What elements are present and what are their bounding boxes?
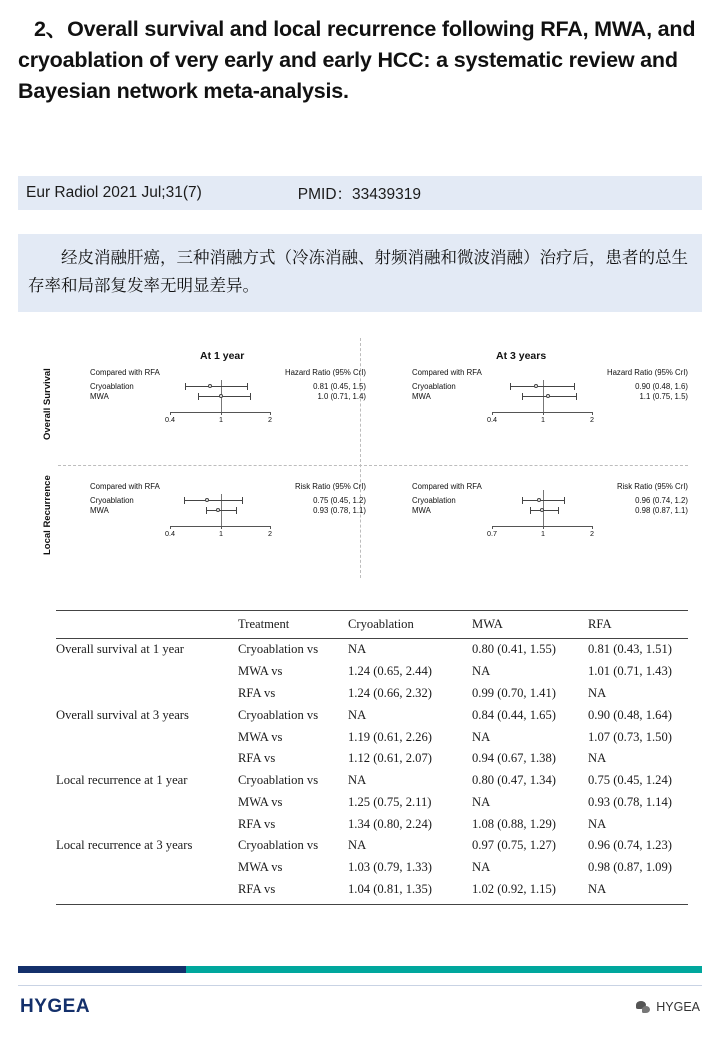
panel-compare-header: Compared with RFA xyxy=(412,482,482,491)
table-row xyxy=(56,683,688,705)
cell-treatment: MWA vs xyxy=(238,794,283,809)
cell-rfa: NA xyxy=(588,685,607,700)
panel-compare-header: Compared with RFA xyxy=(90,368,160,377)
ci-point-cryoablation xyxy=(537,498,541,502)
ci-cap-right-mwa xyxy=(236,507,237,514)
cell-treatment: Cryoablation vs xyxy=(238,707,319,722)
ci-cap-left-cryoablation xyxy=(185,383,186,390)
table-row xyxy=(56,879,688,905)
figure-row-label-local-recurrence: Local Recurrence xyxy=(42,475,53,555)
axis-label-1: 1 xyxy=(219,529,223,538)
journal-citation-bar xyxy=(18,176,702,210)
cell-rfa: 0.81 (0.43, 1.51) xyxy=(588,642,672,657)
cell-cryoablation: NA xyxy=(348,838,367,853)
panel-metric-header: Hazard Ratio (95% CrI) xyxy=(284,368,366,377)
cell-mwa: 0.80 (0.41, 1.55) xyxy=(472,642,556,657)
panel-axis-line xyxy=(170,526,270,527)
figure-row-label-overall-survival: Overall Survival xyxy=(42,368,53,440)
page-title xyxy=(18,14,708,107)
ci-cap-right-cryoablation xyxy=(242,497,243,504)
panel-row-label-mwa: MWA xyxy=(412,506,431,515)
cell-treatment: MWA vs xyxy=(238,860,283,875)
axis-label-0: 0.4 xyxy=(165,415,175,424)
ci-cap-left-cryoablation xyxy=(510,383,511,390)
panel-axis-line xyxy=(492,412,592,413)
cell-treatment: MWA vs xyxy=(238,664,283,679)
panel-metric-header: Risk Ratio (95% CrI) xyxy=(616,482,688,491)
journal-citation: Eur Radiol 2021 Jul;31(7) xyxy=(26,184,202,201)
cell-cryoablation: 1.24 (0.65, 2.44) xyxy=(348,664,432,679)
ci-point-mwa xyxy=(546,394,550,398)
wechat-account xyxy=(636,1000,700,1014)
cell-rfa: 0.96 (0.74, 1.23) xyxy=(588,838,672,853)
cell-group xyxy=(56,683,238,705)
table-row xyxy=(56,835,688,857)
forest-panel-lr-3years xyxy=(370,482,690,587)
ci-line-mwa xyxy=(198,396,250,397)
panel-compare-header: Compared with RFA xyxy=(412,368,482,377)
title-number: 2、 xyxy=(34,17,68,41)
ci-cap-right-cryoablation xyxy=(574,383,575,390)
cell-treatment: Cryoablation vs xyxy=(238,642,319,657)
cell-rfa: NA xyxy=(588,751,607,766)
table-row xyxy=(56,813,688,835)
cell-rfa: 0.93 (0.78, 1.14) xyxy=(588,794,672,809)
ci-point-mwa xyxy=(219,394,223,398)
cell-group: Local recurrence at 3 years xyxy=(56,838,193,853)
cell-cryoablation: 1.25 (0.75, 2.11) xyxy=(348,794,432,809)
panel-compare-header: Compared with RFA xyxy=(90,482,160,491)
cell-cryoablation: 1.24 (0.66, 2.32) xyxy=(348,685,432,700)
cell-rfa: 0.90 (0.48, 1.64) xyxy=(588,707,672,722)
axis-label-0: 0.4 xyxy=(487,415,497,424)
cell-treatment: RFA vs xyxy=(238,751,276,766)
col-header-rfa: RFA xyxy=(588,611,688,639)
cell-cryoablation: NA xyxy=(348,707,367,722)
ci-point-mwa xyxy=(216,508,220,512)
title-text: Overall survival and local recurrence following RFA, MWA, and cryoablation of very early and early HCC: a systematic review and Bayesian network meta-analysis. xyxy=(18,17,696,103)
forest-panel-os-3years xyxy=(370,368,690,473)
cell-group xyxy=(56,857,238,879)
cell-group: Local recurrence at 1 year xyxy=(56,773,188,788)
ci-cap-right-cryoablation xyxy=(247,383,248,390)
cell-treatment: RFA vs xyxy=(238,685,276,700)
cell-mwa: 0.99 (0.70, 1.41) xyxy=(472,685,556,700)
forest-plot-figure xyxy=(18,330,702,590)
cell-group xyxy=(56,879,238,905)
results-table xyxy=(56,610,688,905)
table-header-row xyxy=(56,611,688,639)
axis-label-2: 2 xyxy=(590,529,594,538)
panel-row-label-mwa: MWA xyxy=(412,392,431,401)
cell-group: Overall survival at 3 years xyxy=(56,707,189,722)
cell-treatment: RFA vs xyxy=(238,881,276,896)
ci-cap-left-mwa xyxy=(198,393,199,400)
results-table-body xyxy=(56,639,688,905)
cell-cryoablation: NA xyxy=(348,773,367,788)
panel-value-cryoablation: 0.75 (0.45, 1.2) xyxy=(313,496,366,505)
footer-bar-teal xyxy=(186,966,702,973)
cell-group xyxy=(56,813,238,835)
table-row xyxy=(56,748,688,770)
wechat-label: HYGEA xyxy=(656,1000,700,1014)
summary-text: 经皮消融肝癌，三种消融方式（冷冻消融、射频消融和微波消融）治疗后，患者的总生存率和局部复发率无明显差异。 xyxy=(18,234,702,312)
cell-rfa: 0.75 (0.45, 1.24) xyxy=(588,773,672,788)
ci-cap-left-cryoablation xyxy=(184,497,185,504)
panel-row-label-mwa: MWA xyxy=(90,392,109,401)
cell-group xyxy=(56,748,238,770)
cell-cryoablation: 1.19 (0.61, 2.26) xyxy=(348,729,432,744)
table-row xyxy=(56,704,688,726)
cell-mwa: NA xyxy=(472,860,491,875)
ci-cap-left-mwa xyxy=(530,507,531,514)
panel-value-cryoablation: 0.96 (0.74, 1.2) xyxy=(635,496,688,505)
cell-treatment: RFA vs xyxy=(238,816,276,831)
ci-cap-left-mwa xyxy=(522,393,523,400)
cell-treatment: MWA vs xyxy=(238,729,283,744)
ci-line-cryoablation xyxy=(510,386,574,387)
panel-row-label-cryoablation: Cryoablation xyxy=(90,382,134,391)
cell-mwa: NA xyxy=(472,664,491,679)
col-header-cryoablation: Cryoablation xyxy=(348,611,472,639)
col-header-group xyxy=(56,611,238,639)
wechat-icon xyxy=(636,1001,651,1014)
brand-logo: HYGEA xyxy=(20,996,91,1017)
table-row xyxy=(56,661,688,683)
table-row xyxy=(56,857,688,879)
table-row xyxy=(56,639,688,661)
cell-cryoablation: 1.04 (0.81, 1.35) xyxy=(348,881,432,896)
cell-mwa: NA xyxy=(472,794,491,809)
axis-label-1: 1 xyxy=(219,415,223,424)
panel-value-mwa: 1.0 (0.71, 1.4) xyxy=(317,392,366,401)
cell-rfa: 1.07 (0.73, 1.50) xyxy=(588,729,672,744)
panel-value-mwa: 0.98 (0.87, 1.1) xyxy=(635,506,688,515)
cell-mwa: 0.94 (0.67, 1.38) xyxy=(472,751,556,766)
axis-label-1: 1 xyxy=(541,529,545,538)
ci-line-mwa xyxy=(530,510,558,511)
ci-point-mwa xyxy=(540,508,544,512)
ci-line-cryoablation xyxy=(185,386,247,387)
panel-value-mwa: 1.1 (0.75, 1.5) xyxy=(639,392,688,401)
cell-mwa: 1.08 (0.88, 1.29) xyxy=(472,816,556,831)
results-table-wrapper xyxy=(56,610,688,905)
cell-treatment: Cryoablation vs xyxy=(238,773,319,788)
table-row xyxy=(56,726,688,748)
pmid-label: PMID：33439319 xyxy=(297,186,421,203)
panel-row-label-cryoablation: Cryoablation xyxy=(90,496,134,505)
forest-panel-os-1year xyxy=(48,368,368,473)
cell-mwa: 0.80 (0.47, 1.34) xyxy=(472,773,556,788)
cell-cryoablation: 1.34 (0.80, 2.24) xyxy=(348,816,432,831)
cell-group xyxy=(56,726,238,748)
cell-mwa: 1.02 (0.92, 1.15) xyxy=(472,881,556,896)
cell-rfa: 0.98 (0.87, 1.09) xyxy=(588,860,672,875)
results-table-head xyxy=(56,611,688,639)
table-row xyxy=(56,791,688,813)
panel-row-label-cryoablation: Cryoablation xyxy=(412,382,456,391)
ci-cap-right-cryoablation xyxy=(564,497,565,504)
axis-label-2: 2 xyxy=(268,529,272,538)
panel-row-label-cryoablation: Cryoablation xyxy=(412,496,456,505)
cell-mwa: NA xyxy=(472,729,491,744)
cell-treatment: Cryoablation vs xyxy=(238,838,319,853)
cell-rfa: NA xyxy=(588,816,607,831)
panel-axis-line xyxy=(170,412,270,413)
axis-label-0: 0.7 xyxy=(487,529,497,538)
cell-mwa: 0.84 (0.44, 1.65) xyxy=(472,707,556,722)
panel-value-mwa: 0.93 (0.78, 1.1) xyxy=(313,506,366,515)
footer-bar-navy xyxy=(18,966,186,973)
axis-label-1: 1 xyxy=(541,415,545,424)
col-header-mwa: MWA xyxy=(472,611,588,639)
axis-label-2: 2 xyxy=(268,415,272,424)
panel-value-cryoablation: 0.90 (0.48, 1.6) xyxy=(635,382,688,391)
ci-point-cryoablation xyxy=(534,384,538,388)
panel-row-label-mwa: MWA xyxy=(90,506,109,515)
panel-metric-header: Hazard Ratio (95% CrI) xyxy=(606,368,688,377)
panel-value-cryoablation: 0.81 (0.45, 1.5) xyxy=(313,382,366,391)
cell-mwa: 0.97 (0.75, 1.27) xyxy=(472,838,556,853)
cell-group xyxy=(56,661,238,683)
figure-col-title-3years: At 3 years xyxy=(496,350,547,362)
cell-cryoablation: 1.12 (0.61, 2.07) xyxy=(348,751,432,766)
col-header-treatment: Treatment xyxy=(238,611,348,639)
ci-cap-right-mwa xyxy=(576,393,577,400)
figure-col-title-1year: At 1 year xyxy=(200,350,245,362)
ci-point-cryoablation xyxy=(208,384,212,388)
ci-cap-left-cryoablation xyxy=(522,497,523,504)
cell-cryoablation: 1.03 (0.79, 1.33) xyxy=(348,860,432,875)
ci-line-mwa xyxy=(206,510,236,511)
ci-line-cryoablation xyxy=(522,500,564,501)
cell-rfa: NA xyxy=(588,881,607,896)
ci-line-cryoablation xyxy=(184,500,242,501)
footer-color-bars xyxy=(18,966,702,973)
panel-metric-header: Risk Ratio (95% CrI) xyxy=(294,482,366,491)
panel-axis-line xyxy=(492,526,592,527)
cell-group: Overall survival at 1 year xyxy=(56,642,184,657)
axis-label-2: 2 xyxy=(590,415,594,424)
ci-cap-left-mwa xyxy=(206,507,207,514)
cell-rfa: 1.01 (0.71, 1.43) xyxy=(588,664,672,679)
table-row xyxy=(56,770,688,792)
ci-cap-right-mwa xyxy=(250,393,251,400)
footer-divider xyxy=(18,985,702,986)
cell-cryoablation: NA xyxy=(348,642,367,657)
axis-label-0: 0.4 xyxy=(165,529,175,538)
ci-cap-right-mwa xyxy=(558,507,559,514)
forest-panel-lr-1year xyxy=(48,482,368,587)
ci-point-cryoablation xyxy=(205,498,209,502)
cell-group xyxy=(56,791,238,813)
